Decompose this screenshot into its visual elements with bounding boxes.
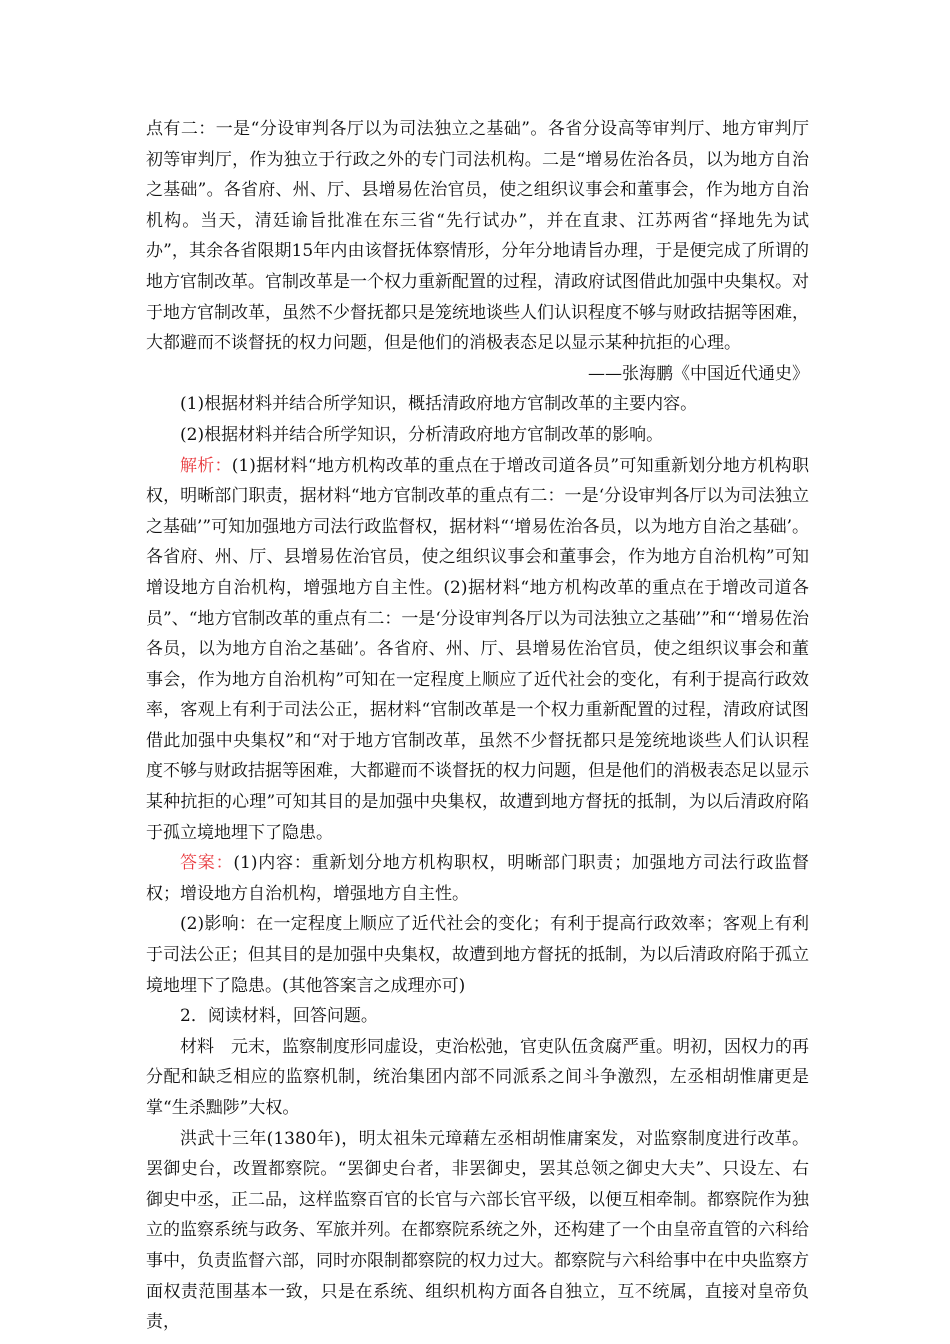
material-paragraph: 点有二：一是“分设审判各厅以为司法独立之基础”。各省分设高等审判厅、地方审判厅初等审判厅，作为独立于行政之外的专门司法机构。二是“增易佐治各员，以为地方自治之基础”。各省府、州、厅、县增易佐治官员，使之组织议事会和董事会，作为地方自治机构。当天，清廷谕旨批准在东三省“先行试办”，并在直隶、江苏两省“择地先为试办”，其余各省限期15年内由该督抚体察情形，分年分地请旨办理，于是便完成了所谓的地方官制改革。官制改革是一个权力重新配置的过程，清政府试图借此加强中央集权。对于地方官制改革，虽然不少督抚都只是笼统地谈些人们认识程度不够与财政拮据等困难，大都避而不谈督抚的权力问题，但是他们的消极表态足以显示某种抗拒的心理。 xyxy=(146,119,809,354)
analysis-text: (1)据材料“地方机构改革的重点在于增改司道各员”可知重新划分地方机构职权，明晰部门职责，据材料“地方官制改革的重点有二：一是‘分设审判各厅以为司法独立之基础’”可知加强地方司法行政监督权，据材料“‘增易佐治各员，以为地方自治之基础’。各省府、州、厅、县增易佐治官员，使之组织议事会和董事会，作为地方自治机构”可知增设地方自治机构，增强地方自主性。(2)据材料“地方机构改革的重点在于增改司道各员”、“地方官制改革的重点有二：一是‘分设审判各厅以为司法独立之基础’”和“‘增易佐治各员，以为地方自治之基础’。各省府、州、厅、县增易佐治官员，使之组织议事会和董事会，作为地方自治机构”可知在一定程度上顺应了近代社会的变化，有利于提高行政效率，客观上有利于司法公正，据材料“官制改革是一个权力重新配置的过程，清政府试图借此加强中央集权”和“对于地方官制改革，虽然不少督抚都只是笼统地谈些人们认识程度不够与财政拮据等困难，大都避而不谈督抚的权力问题，但是他们的消极表态足以显示某种抗拒的心理”可知其目的是加强中央集权，故遭到地方督抚的抵制，为以后清政府陷于孤立境地埋下了隐患。 xyxy=(146,455,809,843)
answer-paragraph xyxy=(146,848,809,909)
document-page xyxy=(146,114,809,1338)
material-2-paragraph-1: 材料 元末，监察制度形同虚设，吏治松弛，官吏队伍贪腐严重。明初，因权力的再分配和缺乏相应的监察机制，统治集团内部不同派系之间斗争激烈，左丞相胡惟庸更是掌“生杀黜陟”大权。 xyxy=(146,1036,809,1118)
question-1: (1)根据材料并结合所学知识，概括清政府地方官制改革的主要内容。 xyxy=(180,394,698,415)
material-2-paragraph-2: 洪武十三年(1380年)，明太祖朱元璋藉左丞相胡惟庸案发，对监察制度进行改革。罢御史台，改置都察院。“罢御史台者，非罢御史，罢其总领之御史大夫”、只设左、右御史中丞，正二品，这样监察百官的长官与六部长官平级，以便互相牵制。都察院作为独立的监察系统与政务、军旅并列。在都察院系统之外，还构建了一个由皇帝直管的六科给事中，负责监督六部，同时亦限制都察院的权力过大。都察院与六科给事中在中央监察方面权责范围基本一致，只是在系统、组织机构方面各自独立，互不统属，直接对皇帝负责， xyxy=(146,1128,809,1333)
question-2-heading: 2．阅读材料，回答问题。 xyxy=(180,1006,378,1027)
answer-2: (2)影响：在一定程度上顺应了近代社会的变化；有利于提高行政效率；客观上有利于司法公正；但其目的是加强中央集权，故遭到地方督抚的抵制，为以后清政府陷于孤立境地埋下了隐患。(其他答案言之成理亦可) xyxy=(146,914,809,996)
analysis-paragraph xyxy=(146,451,809,849)
answer-label: 答案： xyxy=(180,853,234,874)
analysis-label: 解析： xyxy=(180,455,232,476)
source-citation: ——张海鹏《中国近代通史》 xyxy=(588,363,809,384)
question-2: (2)根据材料并结合所学知识，分析清政府地方官制改革的影响。 xyxy=(180,424,664,445)
answer-1: (1)内容：重新划分地方机构职权，明晰部门职责；加强地方司法行政监督权；增设地方自治机构，增强地方自主性。 xyxy=(146,853,809,904)
